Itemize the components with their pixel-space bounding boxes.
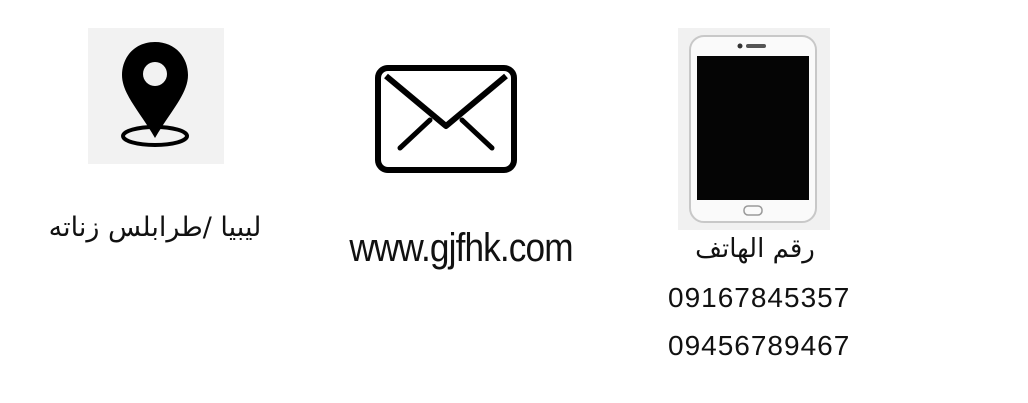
location-icon-tile: [88, 28, 224, 164]
smartphone-icon: [678, 28, 830, 230]
phone-label: رقم الهاتف: [695, 234, 815, 264]
location-text: ليبيا /طرابلس زناته: [48, 212, 262, 243]
envelope-icon: [374, 64, 518, 174]
website-link[interactable]: www.gjfhk.com: [349, 226, 573, 270]
phone-icon-tile: [678, 28, 830, 230]
phone-number-1[interactable]: 09167845357: [668, 282, 851, 313]
phone-number-2[interactable]: 09456789467: [668, 330, 851, 361]
map-pin-icon: [88, 28, 224, 164]
